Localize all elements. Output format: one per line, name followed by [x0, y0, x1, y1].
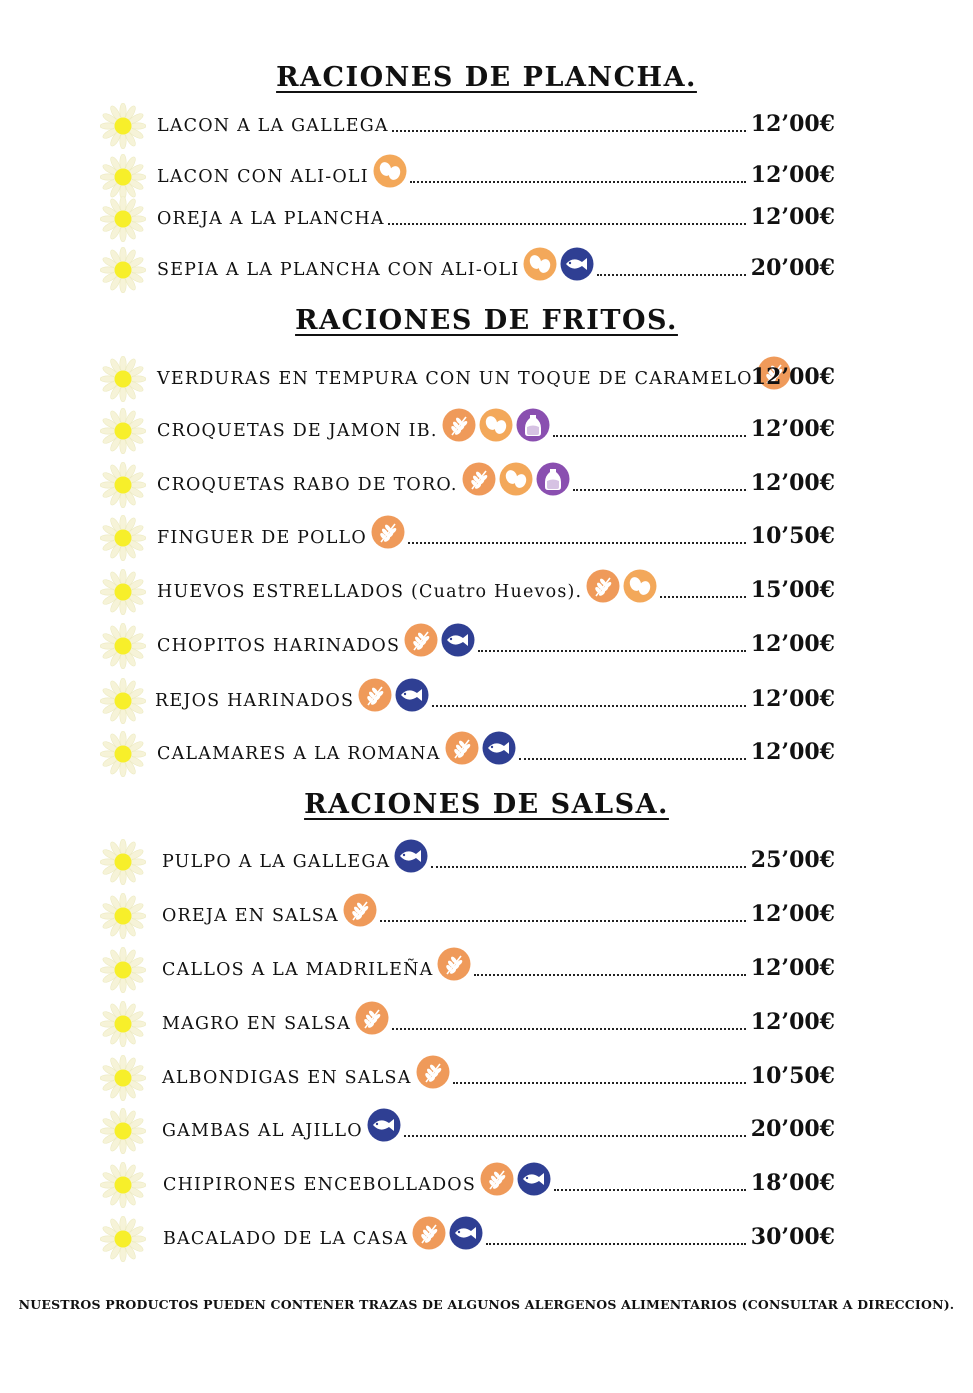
fish-icon: [395, 678, 429, 712]
sun-icon: [100, 247, 146, 293]
dot-leader: [478, 650, 746, 652]
fish-icon: [517, 1162, 551, 1196]
menu-item-name: PULPO A LA GALLEGA: [162, 852, 391, 872]
menu-item-name: LACON A LA GALLEGA: [157, 116, 389, 136]
dot-leader: [553, 435, 746, 437]
egg-icon: [623, 569, 657, 603]
menu-item-price: 18’00€: [750, 1170, 835, 1196]
allergen-disclaimer: NUESTROS PRODUCTOS PUEDEN CONTENER TRAZAS DE ALGUNOS ALERGENOS ALIMENTARIOS (CONSULTAR A DIRECCION).: [18, 1297, 955, 1312]
menu-item-price: 12’00€: [750, 739, 835, 765]
egg-icon: [499, 462, 533, 496]
allergen-icons: [343, 893, 377, 927]
menu-item-price: 30’00€: [750, 1224, 835, 1250]
allergen-icons: [437, 947, 471, 981]
sun-icon: [100, 356, 146, 402]
menu-item: [100, 678, 835, 722]
menu-item-price: 12’00€: [750, 631, 835, 657]
sun-icon: [100, 196, 146, 242]
allergen-icons: [371, 515, 405, 549]
menu-item: [100, 196, 835, 240]
allergen-icons: [404, 623, 475, 657]
menu-item: [100, 247, 835, 291]
gluten-icon: [416, 1055, 450, 1089]
menu-item-name: CHOPITOS HARINADOS: [157, 636, 401, 656]
gluten-icon: [480, 1162, 514, 1196]
gluten-icon: [442, 408, 476, 442]
menu-item-name: CHIPIRONES ENCEBOLLADOS: [163, 1175, 477, 1195]
menu-item: [100, 623, 835, 667]
dot-leader: [486, 1243, 746, 1245]
dot-leader: [408, 542, 746, 544]
sun-icon: [100, 154, 146, 200]
menu-item-name: CROQUETAS RABO DE TORO.: [157, 475, 458, 495]
dot-leader: [573, 489, 746, 491]
sun-icon: [100, 1108, 146, 1154]
dot-leader: [453, 1082, 746, 1084]
menu-item: [100, 408, 835, 452]
sun-icon: [100, 678, 146, 724]
menu-item-price: 20’00€: [750, 255, 835, 281]
menu-item: [100, 154, 835, 198]
menu-item-name: FINGUER DE POLLO: [157, 528, 367, 548]
gluten-icon: [355, 1001, 389, 1035]
menu-item: [100, 731, 835, 775]
section-title-salsa: RACIONES DE SALSA.: [304, 789, 669, 820]
milk-icon: [536, 462, 570, 496]
dot-leader: [392, 130, 746, 132]
gluten-icon: [412, 1216, 446, 1250]
dot-leader: [410, 181, 746, 183]
menu-item: [100, 356, 835, 400]
dot-leader: [431, 866, 746, 868]
dot-leader: [554, 1189, 746, 1191]
gluten-icon: [437, 947, 471, 981]
sun-icon: [100, 515, 146, 561]
sun-icon: [100, 1001, 146, 1047]
menu-item-price: 12’00€: [750, 111, 835, 137]
section-title-fritos: RACIONES DE FRITOS.: [295, 305, 678, 336]
menu-item: [100, 1162, 835, 1206]
fish-icon: [394, 839, 428, 873]
menu-item-name: OREJA EN SALSA: [162, 906, 339, 926]
menu-item-name: HUEVOS ESTRELLADOS (Cuatro Huevos).: [157, 582, 583, 602]
allergen-icons: [367, 1108, 401, 1142]
sun-icon: [100, 947, 146, 993]
milk-icon: [516, 408, 550, 442]
menu-item-name: VERDURAS EN TEMPURA CON UN TOQUE DE CARAMELO: [157, 369, 753, 389]
menu-item-price: 20’00€: [750, 1116, 835, 1142]
allergen-icons: [416, 1055, 450, 1089]
allergen-icons: [462, 462, 570, 496]
sun-icon: [100, 839, 146, 885]
gluten-icon: [358, 678, 392, 712]
sun-icon: [100, 1216, 146, 1262]
section-title-plancha: RACIONES DE PLANCHA.: [276, 62, 697, 93]
sun-icon: [100, 103, 146, 149]
menu-item-price: 12’00€: [750, 1009, 835, 1035]
gluten-icon: [404, 623, 438, 657]
menu-item-name: CALAMARES A LA ROMANA: [157, 744, 441, 764]
allergen-icons: [445, 731, 516, 765]
allergen-icons: [442, 408, 550, 442]
menu-item: [100, 893, 835, 937]
menu-item-price: 12’00€: [750, 416, 835, 442]
sun-icon: [100, 569, 146, 615]
menu-item-name: BACALADO DE LA CASA: [163, 1229, 409, 1249]
fish-icon: [449, 1216, 483, 1250]
sun-icon: [100, 731, 146, 777]
menu-item-name: OREJA A LA PLANCHA: [157, 209, 385, 229]
sun-icon: [100, 1162, 146, 1208]
allergen-icons: [480, 1162, 551, 1196]
allergen-icons: [373, 154, 407, 188]
allergen-icons: [412, 1216, 483, 1250]
fish-icon: [367, 1108, 401, 1142]
egg-icon: [373, 154, 407, 188]
menu-item: [100, 1108, 835, 1152]
sun-icon: [100, 462, 146, 508]
menu-item-price: 12’00€: [750, 364, 835, 390]
menu-item-price: 25’00€: [750, 847, 835, 873]
menu-item-name: CROQUETAS DE JAMON IB.: [157, 421, 438, 441]
menu-item-name: ALBONDIGAS EN SALSA: [162, 1068, 412, 1088]
menu-item-price: 12’00€: [750, 686, 835, 712]
menu-item: [100, 103, 835, 147]
egg-icon: [523, 247, 557, 281]
sun-icon: [100, 408, 146, 454]
menu-item-name: GAMBAS AL AJILLO: [162, 1121, 363, 1141]
dot-leader: [380, 920, 746, 922]
menu-item-price: 12’00€: [750, 162, 835, 188]
menu-item-name: REJOS HARINADOS: [155, 691, 355, 711]
menu-item-name: CALLOS A LA MADRILEÑA: [162, 960, 434, 980]
sun-icon: [100, 893, 146, 939]
egg-icon: [479, 408, 513, 442]
menu-item: [100, 1055, 835, 1099]
sun-icon: [100, 623, 146, 669]
gluten-icon: [343, 893, 377, 927]
gluten-icon: [445, 731, 479, 765]
menu-item-price: 15’00€: [750, 577, 835, 603]
menu-item-price: 10’50€: [750, 523, 835, 549]
menu-item-name: LACON CON ALI-OLI: [157, 167, 369, 187]
menu-item-price: 12’00€: [750, 901, 835, 927]
allergen-icons: [355, 1001, 389, 1035]
menu-item-price: 12’00€: [750, 204, 835, 230]
allergen-icons: [523, 247, 594, 281]
allergen-icons: [394, 839, 428, 873]
dot-leader: [432, 705, 746, 707]
menu-item: [100, 1001, 835, 1045]
allergen-icons: [358, 678, 429, 712]
dot-leader: [597, 274, 746, 276]
menu-item: [100, 947, 835, 991]
gluten-icon: [462, 462, 496, 496]
dot-leader: [474, 974, 746, 976]
menu-item: [100, 839, 835, 883]
dot-leader: [660, 596, 746, 598]
menu-item-price: 12’00€: [750, 470, 835, 496]
allergen-icons: [586, 569, 657, 603]
menu-item-price: 10’50€: [750, 1063, 835, 1089]
dot-leader: [404, 1135, 746, 1137]
menu-item: [100, 569, 835, 613]
gluten-icon: [371, 515, 405, 549]
menu-item-price: 12’00€: [750, 955, 835, 981]
menu-item: [100, 462, 835, 506]
dot-leader: [519, 758, 746, 760]
fish-icon: [560, 247, 594, 281]
dot-leader: [392, 1028, 746, 1030]
menu-item-name: SEPIA A LA PLANCHA CON ALI-OLI: [157, 260, 520, 280]
dot-leader: [388, 223, 746, 225]
fish-icon: [482, 731, 516, 765]
menu-item: [100, 1216, 835, 1260]
menu-item-name: MAGRO EN SALSA: [162, 1014, 351, 1034]
sun-icon: [100, 1055, 146, 1101]
fish-icon: [441, 623, 475, 657]
gluten-icon: [586, 569, 620, 603]
menu-item: [100, 515, 835, 559]
